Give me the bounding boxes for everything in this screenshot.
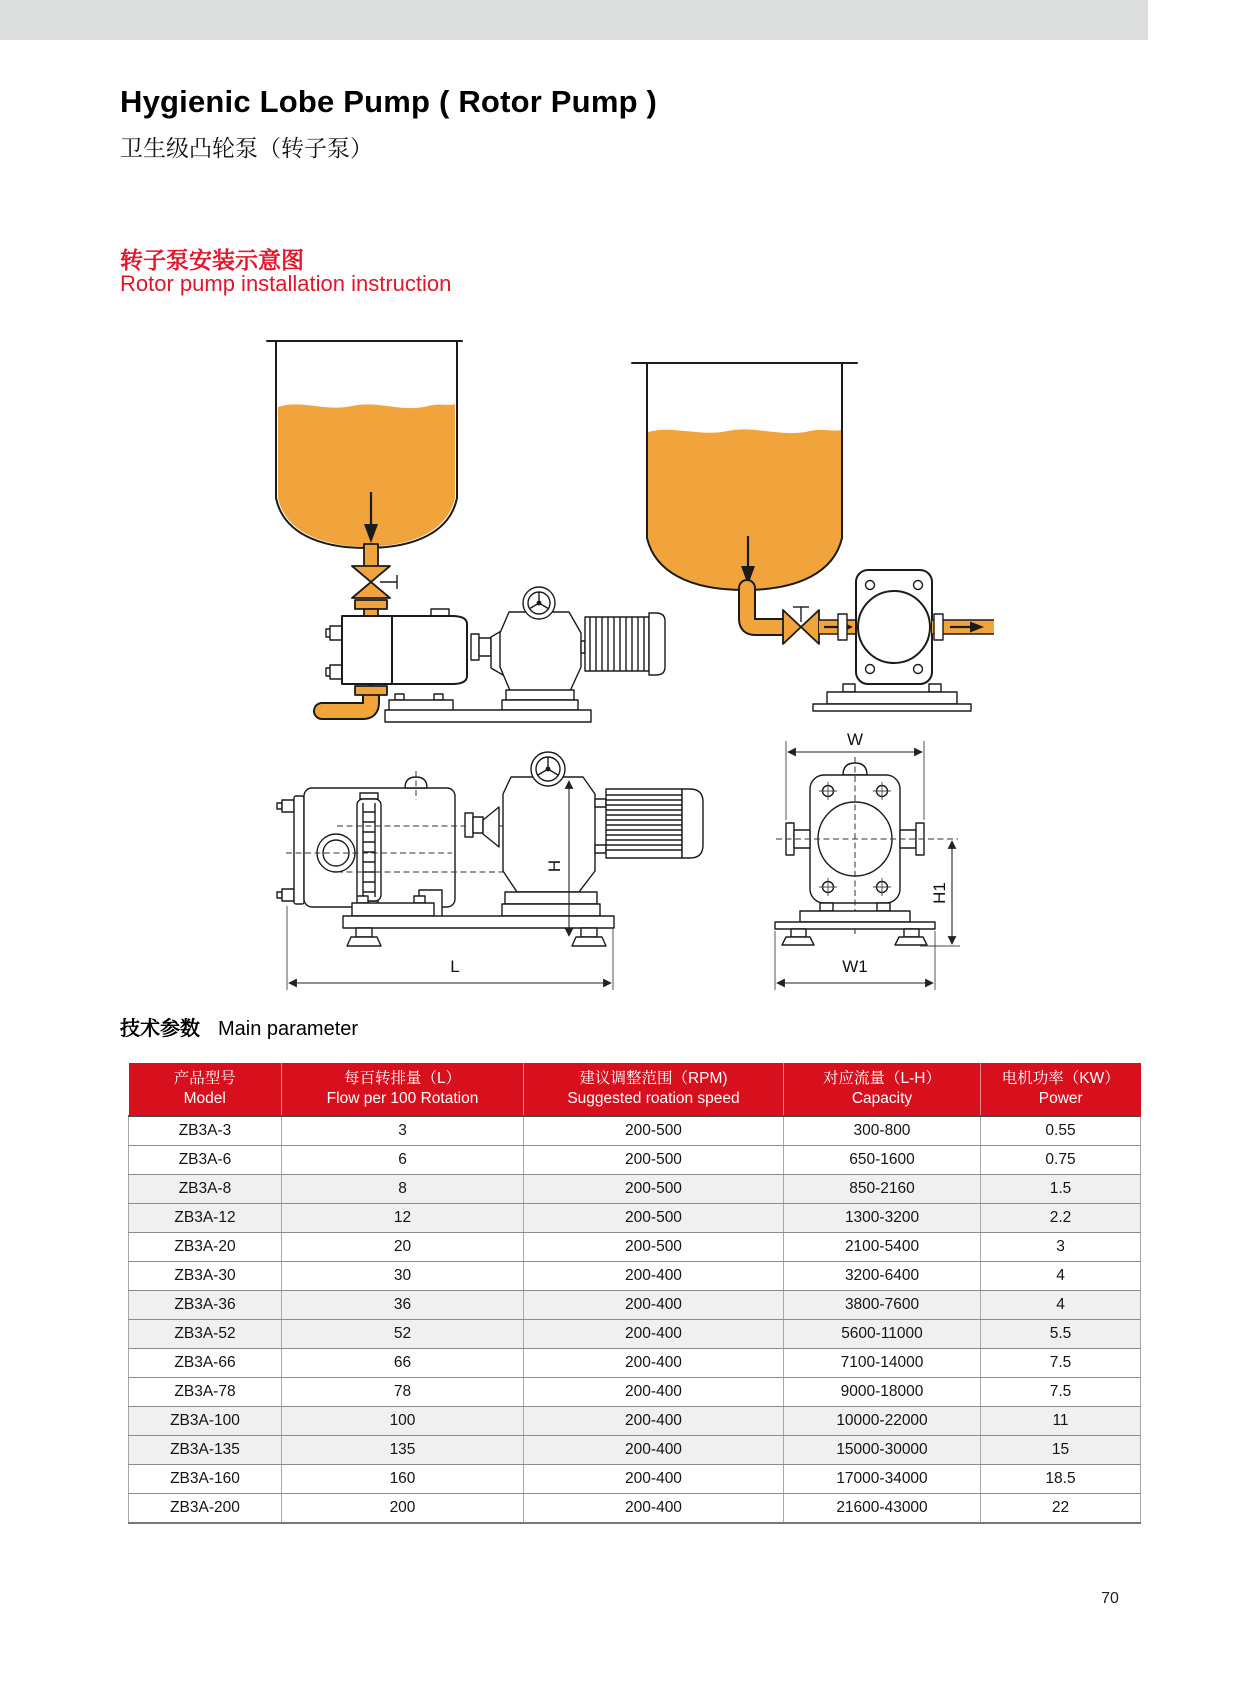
column-header-zh: 对应流量（L-H） <box>823 1069 941 1087</box>
table-cell: 100 <box>282 1407 524 1436</box>
table-row <box>129 1233 1141 1262</box>
table-cell: 1300-3200 <box>784 1204 981 1233</box>
table-cell: 6 <box>282 1146 524 1175</box>
table-cell: 200-400 <box>524 1320 784 1349</box>
table-cell: 200-500 <box>524 1146 784 1175</box>
table-row <box>129 1407 1141 1436</box>
table-cell: 17000-34000 <box>784 1465 981 1494</box>
table-row <box>129 1320 1141 1349</box>
column-header-zh: 建议调整范围（RPM) <box>579 1069 728 1087</box>
table-cell: 7100-14000 <box>784 1349 981 1378</box>
table-cell: 2100-5400 <box>784 1233 981 1262</box>
table-cell: 10000-22000 <box>784 1407 981 1436</box>
table-row <box>129 1291 1141 1320</box>
column-header-en: Capacity <box>851 1090 913 1107</box>
installation-diagram-left <box>267 341 665 722</box>
table-cell: 66 <box>282 1349 524 1378</box>
column-header-en: Model <box>183 1090 226 1107</box>
table-cell: 4 <box>981 1291 1141 1320</box>
dim-label-h: H <box>545 859 564 873</box>
column-header-flow <box>282 1063 524 1116</box>
table-cell: ZB3A-3 <box>129 1116 282 1146</box>
table-row <box>129 1436 1141 1465</box>
table-cell: 3 <box>981 1233 1141 1262</box>
parameters-heading-zh: 技术参数 <box>120 1018 200 1040</box>
table-cell: 1.5 <box>981 1175 1141 1204</box>
dimension-drawing-side <box>277 752 703 990</box>
table-cell: 7.5 <box>981 1349 1141 1378</box>
column-header-en: Suggested roation speed <box>567 1090 740 1107</box>
table-cell: ZB3A-135 <box>129 1436 282 1465</box>
table-cell: 15000-30000 <box>784 1436 981 1465</box>
table-row <box>129 1175 1141 1204</box>
table-cell: ZB3A-160 <box>129 1465 282 1494</box>
table-cell: 200-500 <box>524 1204 784 1233</box>
table-cell: 8 <box>282 1175 524 1204</box>
table-cell: 200-400 <box>524 1465 784 1494</box>
table-cell: 135 <box>282 1436 524 1465</box>
column-header-speed <box>524 1063 784 1116</box>
table-cell: 78 <box>282 1378 524 1407</box>
table-body <box>129 1116 1141 1523</box>
table-cell: ZB3A-200 <box>129 1494 282 1524</box>
table-cell: ZB3A-78 <box>129 1378 282 1407</box>
table-cell: 22 <box>981 1494 1141 1524</box>
table-cell: 200-500 <box>524 1233 784 1262</box>
table-cell: 9000-18000 <box>784 1378 981 1407</box>
parameters-heading <box>120 1012 358 1041</box>
table-row <box>129 1378 1141 1407</box>
table-cell: 4 <box>981 1262 1141 1291</box>
table-row <box>129 1116 1141 1146</box>
table-cell: 36 <box>282 1291 524 1320</box>
table-cell: 3 <box>282 1116 524 1146</box>
handwheel-icon <box>523 587 555 619</box>
dimension-drawing-front <box>775 730 960 990</box>
table-cell: 5600-11000 <box>784 1320 981 1349</box>
table-cell: 18.5 <box>981 1465 1141 1494</box>
column-header-zh: 电机功率（KW） <box>1001 1069 1120 1087</box>
table-cell: 52 <box>282 1320 524 1349</box>
table-cell: ZB3A-36 <box>129 1291 282 1320</box>
page-title-chinese: 卫生级凸轮泵（转子泵） <box>120 135 373 161</box>
table-cell: 0.55 <box>981 1116 1141 1146</box>
table-cell: 2.2 <box>981 1204 1141 1233</box>
page-title: Hygienic Lobe Pump ( Rotor Pump ) <box>120 84 658 119</box>
top-gray-band <box>0 0 1148 40</box>
column-header-zh: 每百转排量（L） <box>343 1069 462 1087</box>
install-heading-en: Rotor pump installation instruction <box>120 271 452 296</box>
table-cell: 200-400 <box>524 1291 784 1320</box>
column-header-capacity <box>784 1063 981 1116</box>
column-header-zh: 产品型号 <box>173 1069 236 1087</box>
table-cell: 12 <box>282 1204 524 1233</box>
table-cell: ZB3A-20 <box>129 1233 282 1262</box>
table-cell: 3800-7600 <box>784 1291 981 1320</box>
table-cell: 200-500 <box>524 1116 784 1146</box>
table-row <box>129 1465 1141 1494</box>
installation-diagram-right <box>632 363 994 711</box>
table-cell: 3200-6400 <box>784 1262 981 1291</box>
dim-label-l: L <box>450 957 460 976</box>
table-row <box>129 1494 1141 1524</box>
table-cell: 200-400 <box>524 1262 784 1291</box>
table-cell: 30 <box>282 1262 524 1291</box>
table-header <box>129 1063 1141 1116</box>
table-cell: 15 <box>981 1436 1141 1465</box>
dim-label-h1: H1 <box>930 882 949 904</box>
table-cell: 0.75 <box>981 1146 1141 1175</box>
installation-and-dimension-diagrams <box>240 300 1000 1000</box>
table-cell: ZB3A-100 <box>129 1407 282 1436</box>
page-number: 70 <box>1101 1590 1119 1607</box>
table-cell: 200 <box>282 1494 524 1524</box>
table-cell: 11 <box>981 1407 1141 1436</box>
table-cell: 200-400 <box>524 1378 784 1407</box>
table-cell: 300-800 <box>784 1116 981 1146</box>
table-row <box>129 1204 1141 1233</box>
table-cell: 20 <box>282 1233 524 1262</box>
table-cell: 650-1600 <box>784 1146 981 1175</box>
table-row <box>129 1349 1141 1378</box>
table-cell: 200-500 <box>524 1175 784 1204</box>
column-header-en: Flow per 100 Rotation <box>326 1090 479 1107</box>
table-cell: 200-400 <box>524 1407 784 1436</box>
table-cell: 200-400 <box>524 1436 784 1465</box>
motor-icon <box>595 789 703 858</box>
table-cell: ZB3A-66 <box>129 1349 282 1378</box>
table-cell: 7.5 <box>981 1378 1141 1407</box>
column-header-power <box>981 1063 1141 1116</box>
table-cell: 200-400 <box>524 1494 784 1524</box>
dim-label-w1: W1 <box>842 957 868 976</box>
table-cell: ZB3A-12 <box>129 1204 282 1233</box>
motor-icon <box>581 613 665 675</box>
column-header-model <box>129 1063 282 1116</box>
table-cell: ZB3A-52 <box>129 1320 282 1349</box>
table-cell: 21600-43000 <box>784 1494 981 1524</box>
table-row <box>129 1146 1141 1175</box>
table-cell: ZB3A-6 <box>129 1146 282 1175</box>
handwheel-icon <box>531 752 565 786</box>
table-row <box>129 1262 1141 1291</box>
column-header-en: Power <box>1038 1090 1083 1107</box>
table-cell: 850-2160 <box>784 1175 981 1204</box>
parameters-table <box>128 1063 1141 1524</box>
table-cell: ZB3A-8 <box>129 1175 282 1204</box>
table-cell: 5.5 <box>981 1320 1141 1349</box>
dim-label-w: W <box>846 730 864 749</box>
install-heading-zh: 转子泵安装示意图 <box>120 247 304 273</box>
parameters-heading-en: Main parameter <box>218 1018 359 1040</box>
table-cell: ZB3A-30 <box>129 1262 282 1291</box>
table-cell: 160 <box>282 1465 524 1494</box>
table-cell: 200-400 <box>524 1349 784 1378</box>
